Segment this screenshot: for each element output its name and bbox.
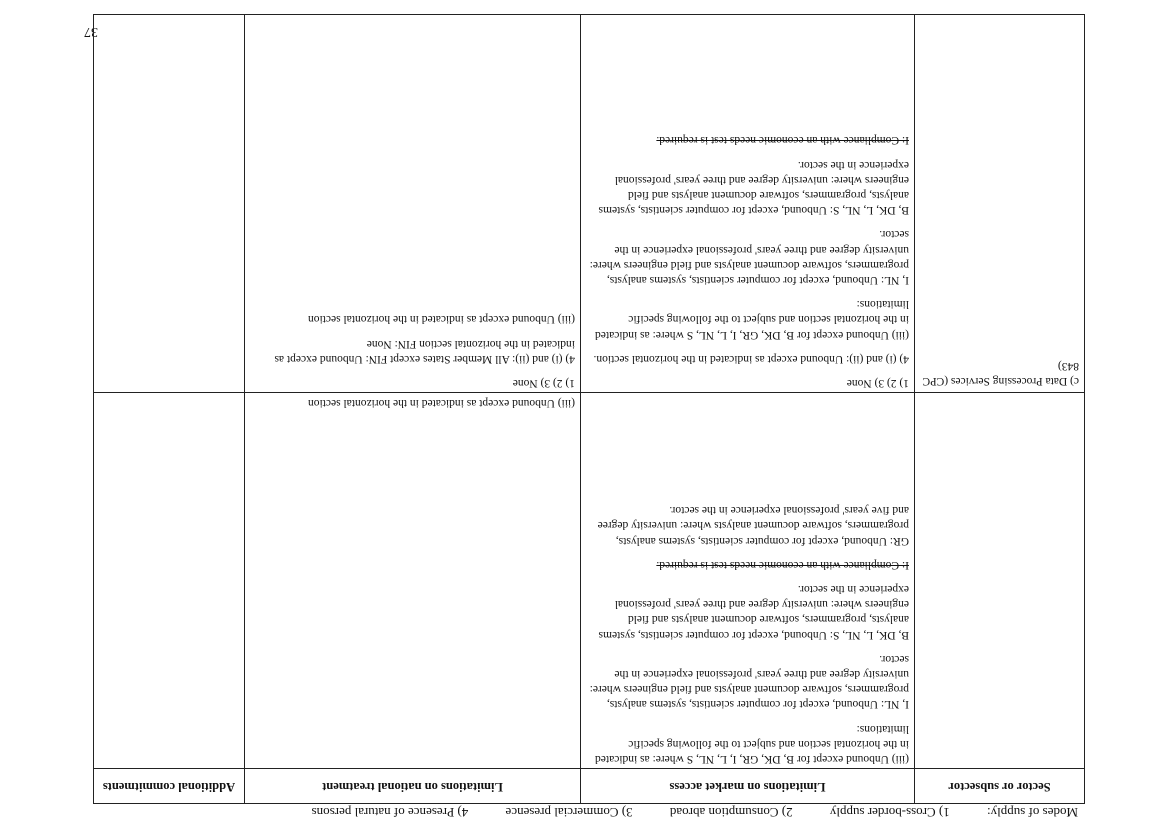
cell-national-treatment-data-processing <box>245 15 581 393</box>
mode-1: 1) Cross-border supply <box>829 805 950 820</box>
ma-para-struck: I: Compliance with an economic needs test is required. <box>656 134 909 147</box>
table-row-data-processing <box>94 15 1085 393</box>
ma-para: I, NL: Unbound, except for computer scientists, systems analysts, programmers, software document analysts and field engineers where: university degree and three years' professional experience in the sector. <box>589 228 909 286</box>
nt-para: (iii) Unbound except as indicated in the horizontal section <box>308 397 575 410</box>
cell-additional-empty <box>94 15 245 393</box>
ma-para-struck: I: Compliance with an economic needs test is required. <box>656 558 909 571</box>
modes-of-supply <box>278 804 1078 820</box>
cell-sector-empty <box>915 393 1085 769</box>
mode-2: 2) Consumption abroad <box>669 805 793 820</box>
header-sector: Sector or subsector <box>915 769 1085 804</box>
ma-para: B, DK, L, NL, S: Unbound, except for computer scientists, systems analysts, programmers, software document analysts and field engineers where: university degree and three years' professional experience in the sector. <box>598 158 909 217</box>
ma-para: I, NL: Unbound, except for computer scientists, systems analysts, programmers, software document analysts and field engineers where: university degree and three years' professional experience in the sector. <box>589 652 909 711</box>
sector-label: c) Data Processing Services (CPC 843) <box>922 359 1079 387</box>
modes-label: Modes of supply: <box>987 805 1078 820</box>
schedule-table <box>93 14 1085 804</box>
nt-para: (iii) Unbound except as indicated in the horizontal section <box>308 313 575 326</box>
ma-para: B, DK, L, NL, S: Unbound, except for computer scientists, systems analysts, programmers, software document analysts and field engineers where: university degree and three years' professional experience in the sector. <box>598 582 909 641</box>
nt-para: 1) 2) 3) None <box>512 377 575 389</box>
cell-additional-empty <box>94 393 245 769</box>
cell-sector-data-processing <box>915 15 1085 393</box>
cell-national-treatment-continued <box>245 393 581 769</box>
header-market-access: Limitations on market access <box>581 769 915 804</box>
ma-para: GR: Unbound, except for computer scientists, systems analysts, programmers, software document analysts where: university degree and five years' professional experience in the sector. <box>597 504 909 547</box>
ma-para: 1) 2) 3) None <box>846 377 909 389</box>
ma-para: (iii) Unbound except for B, DK, GR, I, L, NL, S where: as indicated in the horizontal section and subject to the following specific limitations: <box>595 722 909 765</box>
table-row-continued <box>94 393 1085 769</box>
header-additional-commitments: Additional commitments <box>94 769 245 804</box>
ma-para: 4) (i) and (ii): Unbound except as indicated in the horizontal section. <box>593 352 909 365</box>
mode-3: 3) Commercial presence <box>505 805 633 820</box>
page-number: 37 <box>84 24 98 39</box>
cell-market-access-data-processing <box>581 15 915 393</box>
cell-market-access-continued <box>581 393 915 769</box>
ma-para: (iii) Unbound except for B, DK, GR, I, L, NL, S where: as indicated in the horizontal section and subject to the following specific limitations: <box>595 298 909 341</box>
nt-para: 4) (i) and (ii): All Member States except FIN: Unbound except as indicated in the horizontal section FIN: None <box>274 337 575 365</box>
header-row <box>94 769 1085 804</box>
mode-4: 4) Presence of natural persons <box>311 805 469 820</box>
header-national-treatment: Limitations on national treatment <box>245 769 581 804</box>
